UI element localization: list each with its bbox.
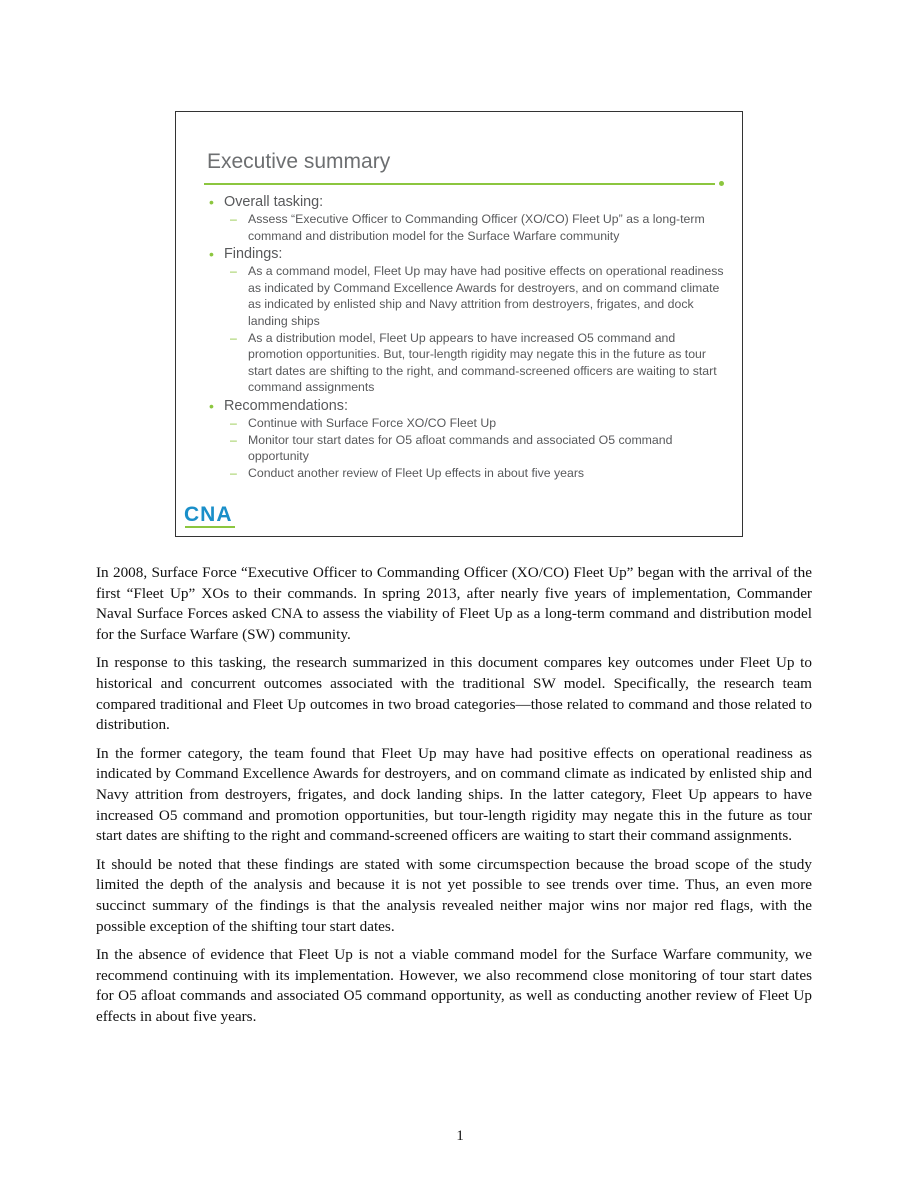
page-number: 1 bbox=[456, 1127, 464, 1144]
sub-bullet-text: Assess “Executive Officer to Commanding Officer (XO/CO) Fleet Up” as a long-term command and distribution model for the Surface Warfare community bbox=[248, 212, 705, 243]
dash-icon: – bbox=[230, 212, 237, 226]
sub-bullet-text: Continue with Surface Force XO/CO Fleet Up bbox=[248, 415, 497, 430]
cna-logo: CNA bbox=[184, 503, 233, 526]
slide-sub-bullet bbox=[206, 211, 731, 244]
dash-icon: – bbox=[230, 415, 237, 430]
dash-icon: – bbox=[230, 330, 237, 345]
slide-rule-dot bbox=[719, 181, 724, 186]
dash-icon: – bbox=[230, 432, 237, 447]
bullet-dot-icon: • bbox=[209, 397, 214, 414]
bullet-heading: Recommendations: bbox=[224, 397, 348, 414]
dash-icon: – bbox=[230, 264, 237, 279]
document-body bbox=[96, 563, 812, 1035]
body-paragraph: In the absence of evidence that Fleet Up is not a viable command model for the Surface Warfare community, we recommend continuing with its implementation. However, we also recommend close monitoring of tour start dates for O5 afloat commands and associated O5 command opportunity, as well as conducting another review of Fleet Up effects in about five years. bbox=[96, 946, 812, 1025]
body-paragraph: In response to this tasking, the research summarized in this document compares key outcomes under Fleet Up to historical and concurrent outcomes associated with the traditional SW model. Specifically, the research team compared traditional and Fleet Up outcomes in two broad categories—those related to command and those related to distribution. bbox=[96, 654, 812, 734]
sub-bullet-text: As a command model, Fleet Up may have had positive effects on operational readiness as indicated by Command Excellence Awards for destroyers, and on command climate as indicated by enlisted ship and Navy attrition from destroyers, frigates, and dock landing ships bbox=[248, 264, 724, 328]
body-paragraph: In the former category, the team found that Fleet Up may have had positive effects on operational readiness as indicated by Command Excellence Awards for destroyers, and on command climate as indicated by enlisted ship and Navy attrition from destroyers, frigates, and dock landing ships. In the latter category, Fleet Up appears to have increased O5 command and promotion opportunities, but tour-length rigidity may negate this in the future as tour start dates are shifting to the right and command-screened officers are waiting to start their command assignments. bbox=[96, 744, 812, 845]
slide-body bbox=[206, 192, 731, 481]
slide-bullet-findings bbox=[206, 245, 731, 263]
slide-bullet-recommendations bbox=[206, 397, 731, 415]
slide-title-rule bbox=[204, 183, 715, 185]
slide-bullet-overall-tasking bbox=[206, 193, 731, 211]
slide-sub-bullet bbox=[206, 432, 731, 465]
slide-sub-bullet bbox=[206, 415, 731, 432]
slide-sub-bullet bbox=[206, 465, 731, 482]
body-paragraph: In 2008, Surface Force “Executive Officer to Commanding Officer (XO/CO) Fleet Up” began with the arrival of the first “Fleet Up” XOs to their commands. In spring 2013, after nearly five years of implementation, Commander Naval Surface Forces asked CNA to assess the viability of Fleet Up as a long-term command and distribution model for the Surface Warfare (SW) community. bbox=[96, 564, 812, 643]
sub-bullet-text: Conduct another review of Fleet Up effects in about five years bbox=[248, 465, 585, 480]
cna-logo-tagline-bar bbox=[185, 526, 235, 528]
bullet-heading: Overall tasking: bbox=[224, 194, 324, 210]
slide-title: Executive summary bbox=[207, 150, 391, 173]
slide-sub-bullet bbox=[206, 263, 731, 329]
executive-summary-slide bbox=[175, 111, 743, 537]
sub-bullet-text: Monitor tour start dates for O5 afloat commands and associated O5 command opportunity bbox=[248, 432, 673, 464]
dash-icon: – bbox=[230, 465, 237, 480]
bullet-dot-icon: • bbox=[209, 246, 214, 263]
slide-sub-bullet bbox=[206, 330, 731, 396]
sub-bullet-text: As a distribution model, Fleet Up appears to have increased O5 command and promotion opportunities. But, tour-length rigidity may negate this in the future as tour start dates are shifting to the right, and command-screened officers are waiting to start command assignments bbox=[248, 330, 717, 395]
bullet-dot-icon: • bbox=[209, 194, 214, 210]
bullet-heading: Findings: bbox=[224, 246, 283, 263]
body-paragraph: It should be noted that these findings are stated with some circumspection because the broad scope of the study limited the depth of the analysis and because it is not yet possible to see trends over time. Thus, an even more succinct summary of the findings is that the analysis revealed neither major wins nor major red flags, with the possible exception of the shifting tour start dates. bbox=[96, 855, 812, 935]
